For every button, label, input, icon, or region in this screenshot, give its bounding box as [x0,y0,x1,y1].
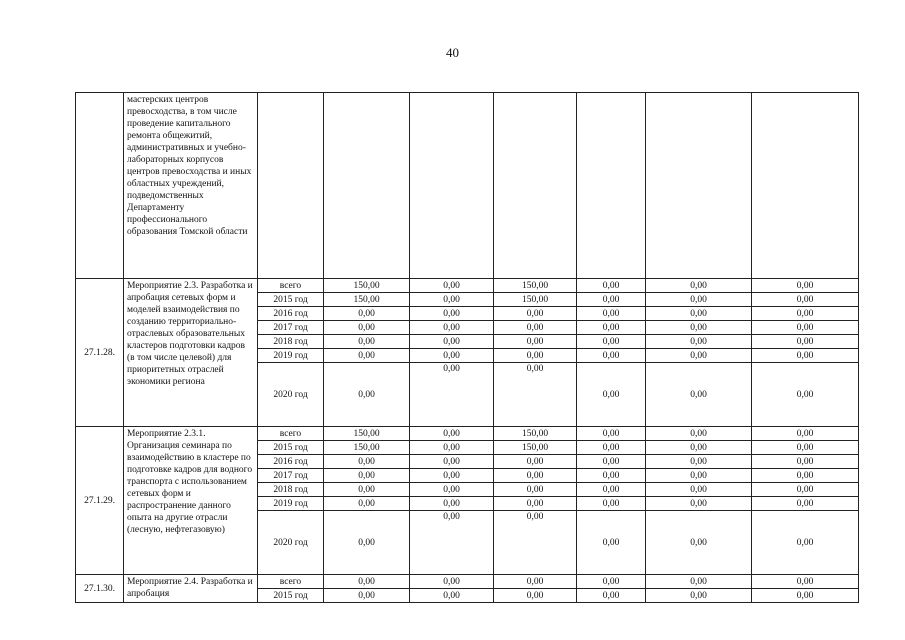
value-cell: 0,00 [577,469,646,483]
value-cell: 0,00 [324,363,410,427]
value-cell: 0,00 [577,279,646,293]
value-cell: 0,00 [752,589,859,603]
period-cell: всего [258,279,324,293]
value-cell: 0,00 [410,469,494,483]
value-cell: 0,00 [577,575,646,589]
value-cell: 0,00 [324,335,410,349]
value-cell: 0,00 [752,483,859,497]
value-cell: 0,00 [752,279,859,293]
value-cell: 0,00 [324,511,410,575]
value-cell: 0,00 [646,427,752,441]
value-cell: 0,00 [646,293,752,307]
period-cell: 2016 год [258,307,324,321]
period-cell: 2018 год [258,335,324,349]
value-cell: 0,00 [646,321,752,335]
value-cell: 0,00 [324,455,410,469]
value-cell: 150,00 [494,279,577,293]
value-cell: 0,00 [577,511,646,575]
value-cell: 0,00 [752,469,859,483]
description-cell: мастерских центров превосходства, в том числе проведение капитального ремонта общежитий, административных и учебно-лабораторных корпусов центров превосходства и иных областных учреждений, подведомственных Департаменту профессионального образования Томской области [124,93,258,279]
value-cell: 0,00 [646,279,752,293]
period-cell: 2019 год [258,497,324,511]
budget-table [75,92,859,603]
code-cell [76,93,124,279]
value-cell: 0,00 [494,575,577,589]
value-cell: 150,00 [494,441,577,455]
value-cell: 0,00 [324,497,410,511]
description-cell: Мероприятие 2.3.1. Организация семинара по взаимодействию в кластере по подготовке кадров для водного транспорта с использованием сетевых форм и распространение данного опыта на другие отрасли (лесную, нефтегазовую) [124,427,258,575]
value-cell: 0,00 [324,575,410,589]
value-cell: 0,00 [646,511,752,575]
value-cell: 0,00 [410,363,494,427]
value-cell: 0,00 [494,307,577,321]
value-cell: 0,00 [577,589,646,603]
value-cell: 0,00 [646,575,752,589]
value-cell: 0,00 [577,335,646,349]
code-cell: 27.1.28. [76,279,124,427]
value-cell: 0,00 [494,511,577,575]
value-cell: 0,00 [577,483,646,497]
period-cell: всего [258,427,324,441]
value-cell: 0,00 [577,455,646,469]
value-cell: 0,00 [494,589,577,603]
value-cell: 0,00 [752,427,859,441]
value-cell: 0,00 [646,455,752,469]
value-cell: 0,00 [324,589,410,603]
value-cell: 0,00 [494,349,577,363]
table-row [76,575,859,589]
value-cell: 150,00 [324,293,410,307]
value-cell: 0,00 [646,483,752,497]
value-cell: 0,00 [577,427,646,441]
continued-row [76,93,859,279]
value-cell: 0,00 [410,335,494,349]
value-cell: 0,00 [646,349,752,363]
value-cell: 0,00 [577,307,646,321]
code-cell: 27.1.30. [76,575,124,603]
period-cell: всего [258,575,324,589]
table-row [76,279,859,293]
value-cell: 150,00 [494,427,577,441]
value-cell: 0,00 [577,497,646,511]
value-cell: 0,00 [577,321,646,335]
value-cell: 0,00 [494,469,577,483]
value-cell: 0,00 [646,469,752,483]
value-cell: 0,00 [752,307,859,321]
value-cell: 0,00 [324,321,410,335]
value-cell: 0,00 [752,335,859,349]
value-cell: 150,00 [324,441,410,455]
value-cell: 150,00 [324,279,410,293]
value-cell: 0,00 [410,455,494,469]
value-cell: 0,00 [752,293,859,307]
value-cell: 0,00 [752,363,859,427]
value-cell: 0,00 [494,483,577,497]
value-cell: 150,00 [494,293,577,307]
value-cell: 0,00 [410,321,494,335]
value-cell: 0,00 [752,497,859,511]
period-cell: 2015 год [258,293,324,307]
value-cell: 0,00 [752,455,859,469]
value-cell: 0,00 [577,363,646,427]
period-cell: 2017 год [258,469,324,483]
value-cell: 0,00 [410,483,494,497]
value-cell: 0,00 [324,469,410,483]
value-cell: 150,00 [324,427,410,441]
value-cell: 0,00 [577,293,646,307]
period-cell: 2017 год [258,321,324,335]
value-cell: 0,00 [577,349,646,363]
value-cell: 0,00 [410,349,494,363]
value-cell: 0,00 [752,441,859,455]
value-cell: 0,00 [494,321,577,335]
period-cell: 2020 год [258,511,324,575]
value-cell: 0,00 [494,497,577,511]
value-cell: 0,00 [324,307,410,321]
page-number: 40 [446,45,459,60]
period-cell: 2015 год [258,589,324,603]
description-cell: Мероприятие 2.4. Разработка и апробация [124,575,258,603]
table-row [76,427,859,441]
value-cell: 0,00 [410,511,494,575]
value-cell: 0,00 [410,575,494,589]
code-cell: 27.1.29. [76,427,124,575]
period-cell: 2016 год [258,455,324,469]
value-cell: 0,00 [646,441,752,455]
value-cell: 0,00 [324,349,410,363]
value-cell: 0,00 [494,363,577,427]
value-cell: 0,00 [410,307,494,321]
value-cell: 0,00 [646,497,752,511]
value-cell: 0,00 [410,427,494,441]
value-cell: 0,00 [752,511,859,575]
value-cell: 0,00 [646,307,752,321]
value-cell: 0,00 [410,441,494,455]
period-cell: 2015 год [258,441,324,455]
value-cell: 0,00 [410,279,494,293]
value-cell: 0,00 [646,363,752,427]
description-cell: Мероприятие 2.3. Разработка и апробация сетевых форм и моделей взаимодействия по созданию территориально-отраслевых образовательных кластеров подготовки кадров (в том числе целевой) для приоритетных отраслей экономики региона [124,279,258,427]
period-cell: 2019 год [258,349,324,363]
value-cell: 0,00 [494,335,577,349]
value-cell: 0,00 [752,321,859,335]
value-cell: 0,00 [752,575,859,589]
value-cell: 0,00 [324,483,410,497]
value-cell: 0,00 [752,349,859,363]
value-cell: 0,00 [646,335,752,349]
value-cell: 0,00 [410,497,494,511]
value-cell: 0,00 [410,293,494,307]
value-cell: 0,00 [494,455,577,469]
value-cell: 0,00 [646,589,752,603]
value-cell: 0,00 [410,589,494,603]
period-cell: 2018 год [258,483,324,497]
value-cell: 0,00 [577,441,646,455]
period-cell: 2020 год [258,363,324,427]
